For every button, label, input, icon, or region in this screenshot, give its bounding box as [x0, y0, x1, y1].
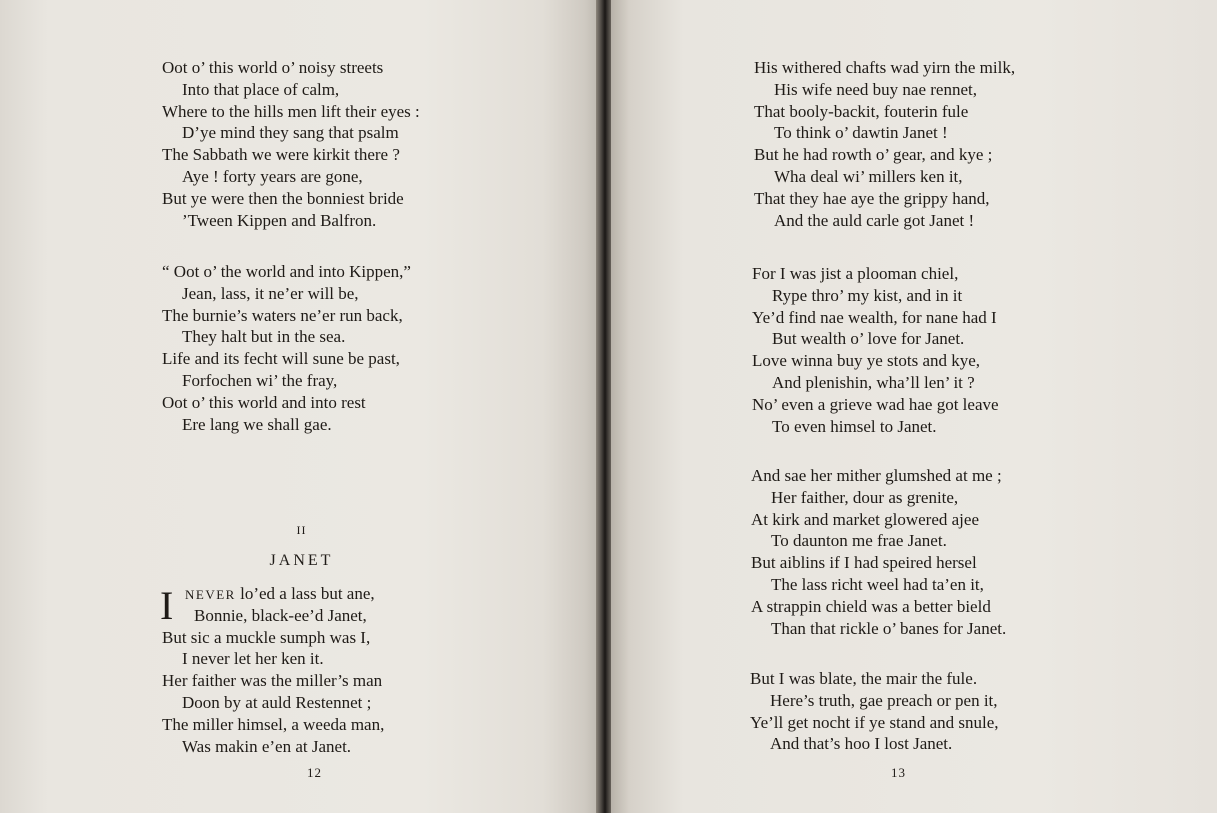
drop-cap: I: [160, 583, 174, 628]
verse-line: For I was jist a plooman chiel,: [752, 264, 959, 283]
poem-title: JANET: [269, 552, 334, 569]
verse-line: A strappin chield was a better bield: [751, 596, 991, 616]
verse-line: The Sabbath we were kirkit there ?: [162, 145, 400, 165]
verse-line: They halt but in the sea.: [182, 327, 346, 347]
verse-line: But I was blate, the mair the fule.: [750, 669, 978, 688]
section-number: II: [296, 523, 307, 537]
verse-line: The burnie’s waters ne’er run back,: [162, 305, 403, 325]
left-page: [0, 0, 603, 813]
verse-line: Ye’ll get nocht if ye stand and snule,: [750, 712, 999, 732]
right-stanza-3: [751, 465, 1006, 639]
verse-line: The lass richt weel had ta’en it,: [771, 574, 984, 594]
verse-line: Was makin e’en at Janet.: [182, 736, 352, 756]
janet-stanza-1: [162, 583, 384, 757]
verse-line: ’Tween Kippen and Balfron.: [182, 210, 377, 230]
verse-line: I never let her ken it.: [182, 649, 324, 669]
verse-line: Oot o’ this world and into rest: [162, 392, 366, 412]
right-stanza-4: [750, 668, 999, 755]
verse-line: But he had rowth o’ gear, and kye ;: [754, 145, 993, 165]
verse-line: Rype thro’ my kist, and in it: [772, 285, 963, 305]
verse-line: Forfochen wi’ the fray,: [182, 370, 338, 390]
verse-line: Life and its fecht will sune be past,: [162, 349, 400, 369]
verse-line: And that’s hoo I lost Janet.: [770, 734, 953, 754]
right-stanza-2: [752, 263, 999, 437]
verse-line: Bonnie, black-ee’d Janet,: [194, 605, 367, 625]
verse-line: Oot o’ this world o’ noisy streets: [162, 58, 384, 77]
verse-line: Her faither was the miller’s man: [162, 671, 383, 691]
verse-line: “ Oot o’ the world and into Kippen,”: [162, 262, 411, 281]
first-line-text: lo’ed a lass but ane,: [235, 584, 375, 603]
verse-line: To even himsel to Janet.: [772, 416, 937, 436]
verse-line: And plenishin, wha’ll len’ it ?: [772, 372, 975, 392]
verse-line: [162, 583, 384, 605]
left-stanza-2: [162, 261, 411, 435]
first-word-smallcaps: NEVER: [185, 587, 236, 602]
verse-line: Wha deal wi’ millers ken it,: [774, 166, 963, 186]
verse-line: To daunton me frae Janet.: [771, 531, 947, 551]
verse-line: But sic a muckle sumph was I,: [162, 627, 371, 647]
verse-line: That they hae aye the grippy hand,: [754, 188, 990, 208]
verse-line: Where to the hills men lift their eyes :: [162, 101, 420, 121]
verse-line: But ye were then the bonniest bride: [162, 188, 404, 208]
verse-line: Than that rickle o’ banes for Janet.: [771, 618, 1007, 638]
verse-line: Ere lang we shall gae.: [182, 414, 332, 434]
verse-line: D’ye mind they sang that psalm: [182, 123, 399, 143]
right-page: [611, 0, 1217, 813]
verse-line: His withered chafts wad yirn the milk,: [754, 58, 1016, 77]
verse-line: That booly-backit, fouterin fule: [754, 101, 969, 121]
verse-line: Ye’d find nae wealth, for nane had I: [752, 307, 997, 327]
verse-line: No’ even a grieve wad hae got leave: [752, 394, 999, 414]
left-stanza-1: [162, 57, 420, 231]
verse-line: Here’s truth, gae preach or pen it,: [770, 690, 998, 710]
right-stanza-1: [754, 57, 1015, 231]
verse-line: To think o’ dawtin Janet !: [774, 123, 948, 143]
verse-line: But wealth o’ love for Janet.: [772, 329, 965, 349]
verse-line: Her faither, dour as grenite,: [771, 487, 959, 507]
verse-line: Into that place of calm,: [182, 79, 340, 99]
verse-line: At kirk and market glowered ajee: [751, 509, 979, 529]
verse-line: Doon by at auld Restennet ;: [182, 692, 372, 712]
verse-line: And sae her mither glumshed at me ;: [751, 466, 1002, 485]
verse-line: But aiblins if I had speired hersel: [751, 553, 977, 573]
verse-line: Jean, lass, it ne’er will be,: [182, 283, 359, 303]
page-number: 12: [307, 765, 322, 780]
verse-line: His wife need buy nae rennet,: [774, 79, 977, 99]
page-number: 13: [891, 765, 906, 780]
verse-line: And the auld carle got Janet !: [774, 210, 975, 230]
verse-line: Aye ! forty years are gone,: [182, 166, 363, 186]
verse-line: The miller himsel, a weeda man,: [162, 714, 385, 734]
verse-line: Love winna buy ye stots and kye,: [752, 351, 981, 371]
